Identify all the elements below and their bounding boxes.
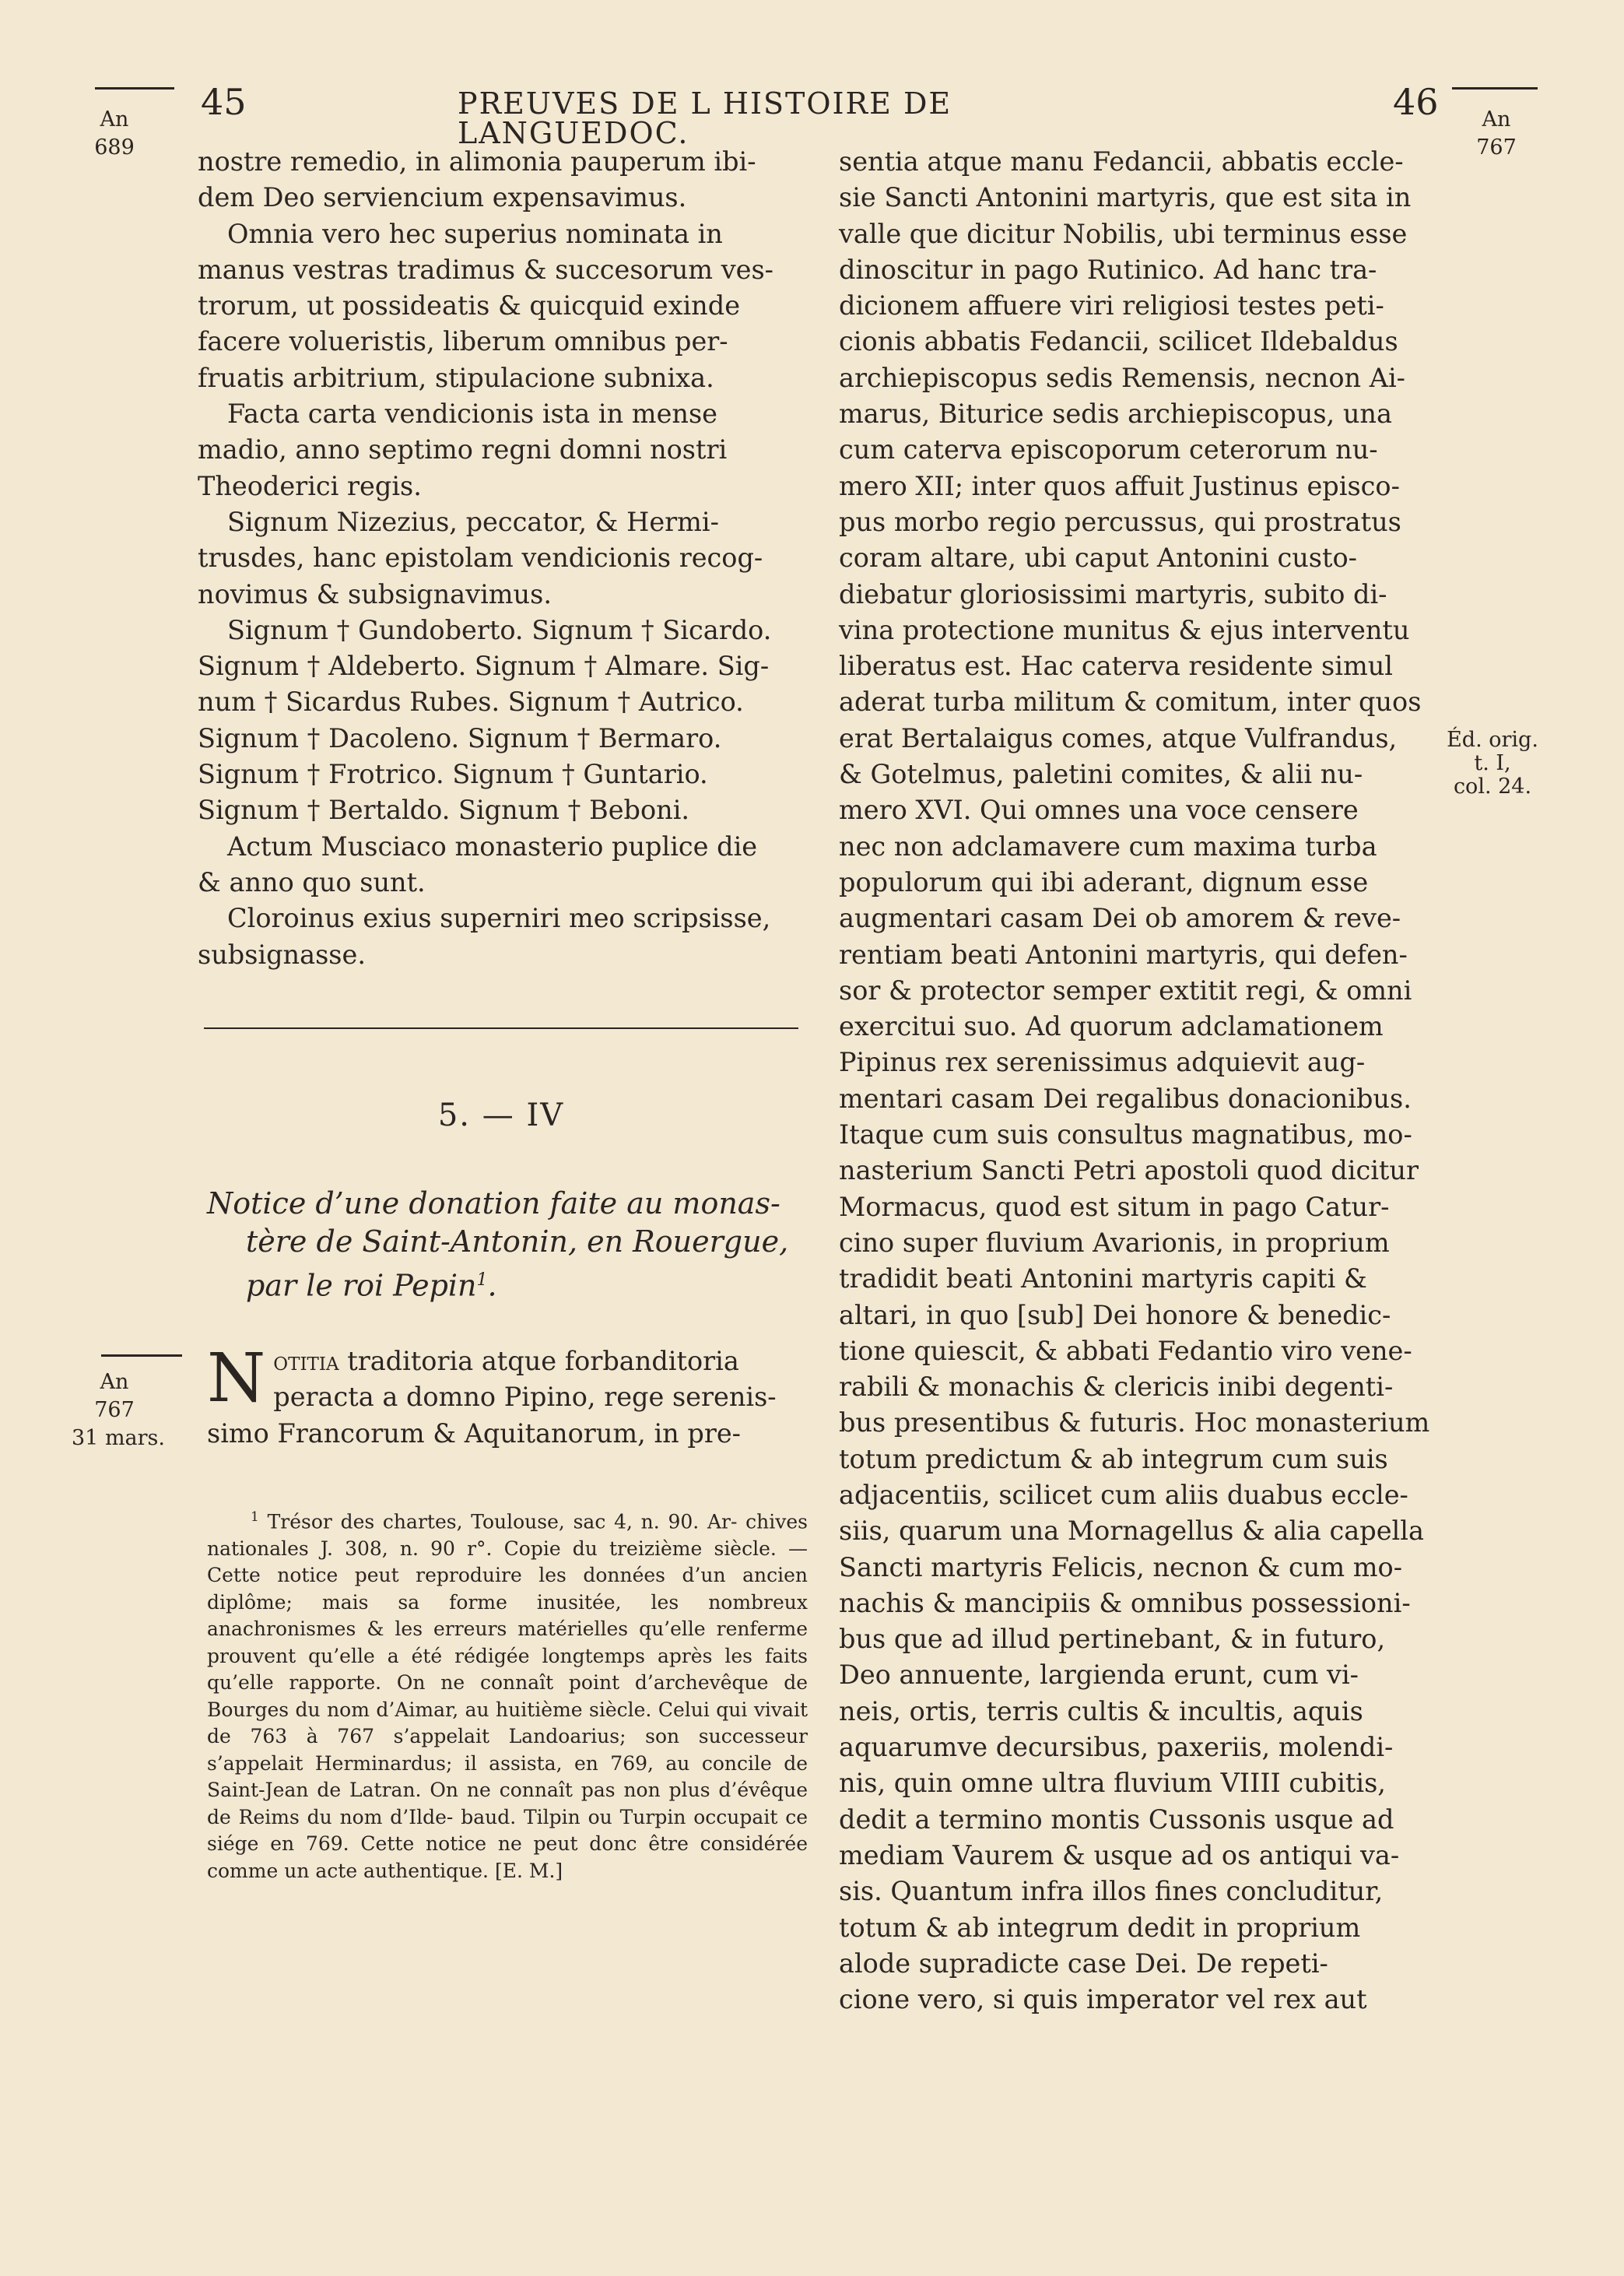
signature-line: num † Sicardus Rubes. Signum † Autrico. [198,687,744,718]
right-column [839,144,1440,2018]
text-line: mero XII; inter quos affuit Justinus episco- [839,470,1400,501]
text-line: coram altare, ubi caput Antonini custo- [839,543,1357,574]
signature-line: Signum † Aldeberto. Signum † Almare. Sig- [198,651,770,682]
paragraph-actum [198,829,801,901]
paragraph-remedio [198,144,801,216]
text-line: dem Deo serviencium expensavimus. [198,182,687,213]
text-line: nis, quin omne ultra fluvium VIIII cubitis, [839,1768,1386,1799]
margin-year-top-right [1469,106,1524,162]
footnote-body [207,1504,808,1884]
footnote-line: qu’elle renferme prouvent qu’elle a été rédigée [207,1617,808,1667]
footnote-line: 763 à 767 s’appelait Landoarius; son successeur [250,1725,808,1748]
text-line: cum caterva episcoporum ceterorum nu- [839,434,1378,465]
text-line: archiepiscopus sedis Remensis, necnon Ai- [839,362,1405,393]
margin-year-value: 767 [1476,135,1517,160]
text-line: pus morbo regio percussus, qui prostratus [839,506,1401,537]
text-line: sis. Quantum infra illos fines concluditur, [839,1876,1384,1907]
text-line: totum & ab integrum dedit in proprium [839,1912,1361,1943]
footnote-line: un acte authentique. [E. M.] [284,1859,563,1882]
text-line: Mormacus, quod est situm in pago Catur- [839,1191,1390,1222]
section-title [207,1185,806,1305]
text-line: neis, ortis, terris cultis & incultis, aquis [839,1695,1363,1726]
paragraph-cloroinus [198,901,801,973]
margin-year-top-left [87,106,142,162]
text-line: erat Bertalaigus comes, atque Vulfrandus, [839,722,1398,753]
text-line: traditoria atque forbanditoria [347,1346,739,1376]
text-line: mentari casam Dei regalibus donacionibus. [839,1083,1412,1114]
text-line: trusdes, hanc epistolam vendicionis recog- [198,543,763,574]
text-line: madio, anno septimo regni domni nostri [198,434,728,465]
right-page-number: 46 [1393,81,1439,123]
footnote-line: d’Aimar, au huitième siècle. Celui qui vivait de [207,1698,808,1748]
section-divider [204,1027,798,1029]
left-page-number: 45 [201,81,247,123]
text-line: nec non adclamavere cum maxima turba [839,831,1377,862]
text-line: trorum, ut possideatis & quicquid exinde [198,290,741,321]
text-line: cione vero, si quis imperator vel rex aut [839,1984,1367,2015]
text-line: sentia atque manu Fedancii, abbatis eccle- [839,146,1404,177]
text-line: bus presentibus & futuris. Hoc monasterium [839,1407,1430,1438]
text-line: tradidit beati Antonini martyris capiti & [839,1263,1367,1294]
text-line: Deo annuente, largienda erunt, cum vi- [839,1660,1359,1691]
text-line: valle que dicitur Nobilis, ubi terminus esse [839,218,1408,249]
text-line: cino super fluvium Avarionis, in proprium [839,1227,1390,1258]
text-line: siis, quarum una Mornagellus & alia capella [839,1516,1424,1547]
signature-line: Signum † Dacoleno. Signum † Bermaro. [198,722,722,753]
footnote-line: Trésor des chartes, Toulouse, sac 4, n. 90. Ar- [267,1510,738,1533]
text-line: nachis & mancipiis & omnibus possessioni- [839,1587,1411,1618]
text-line: dedit a termino montis Cussonis usque ad [839,1804,1394,1835]
section-number: 5. — IV [437,1098,565,1133]
top-left-rule [95,87,174,90]
text-line: & anno quo sunt. [198,866,426,897]
ed-tome-label: t. I, [1474,751,1511,775]
text-line: Sancti martyris Felicis, necnon & cum mo- [839,1551,1403,1582]
footnote [207,1504,808,1884]
text-line: sie Sancti Antonini martyris, que est sita in [839,182,1412,213]
text-line: rabili & monachis & clericis inibi degenti- [839,1372,1394,1403]
text-line: mero XVI. Qui omnes una voce censere [839,795,1359,826]
paragraph-facta [198,396,801,504]
text-line: mediam Vaurem & usque ad os antiqui va- [839,1839,1400,1870]
paragraph-signatures [198,613,801,829]
signature-line: Signum † Bertaldo. Signum † Beboni. [198,795,690,826]
footnote-line: connaît point d’archevêque de Bourges du nom [207,1671,808,1721]
footnote-line: nombreux anachronismes & les erreurs matérielles [207,1590,808,1641]
paragraph-omnia [198,216,801,396]
top-right-rule [1452,87,1538,90]
margin-year-section [72,1368,181,1452]
text-line: Cloroinus exius superniri meo scripsisse, [227,903,771,934]
notice-first-word: otitia [273,1346,339,1376]
notice-paragraph [207,1340,801,1452]
text-line: Itaque cum suis consultus magnatibus, mo- [839,1119,1412,1150]
margin-an-label: An [100,107,129,132]
text-line: facere volueristis, liberum omnibus per- [198,326,728,357]
text-line: totum predictum & ab integrum cum suis [839,1443,1388,1474]
text-line: aderat turba militum & comitum, inter quos [839,687,1422,718]
text-line: Signum Nizezius, peccator, & Hermi- [227,506,719,537]
text-line: diebatur gloriosissimi martyris, subito di- [839,578,1387,609]
footnote-line: baud. Tilpin ou Turpin occupait ce siége en 769. [207,1805,808,1856]
running-header-title: PREUVES DE L HISTOIRE DE LANGUEDOC. [458,86,952,150]
margin-an-label: An [1482,107,1511,132]
ed-orig-label: Éd. orig. [1447,728,1538,752]
section-title-line-last [207,1261,806,1305]
text-line: simo Francorum & Aquitanorum, in pre- [207,1417,741,1449]
text-line: liberatus est. Hac caterva residente simul [839,651,1394,682]
text-line: peracta a domno Pipino, rege serenis- [273,1382,777,1413]
text-line: rentiam beati Antonini martyris, qui defen- [839,939,1408,970]
text-line: nasterium Sancti Petri apostoli quod dicitur [839,1155,1419,1186]
signature-line: Signum † Frotrico. Signum † Guntario. [198,759,708,790]
text-line: adjacentiis, scilicet cum aliis duabus eccle- [839,1479,1408,1510]
text-line: novimus & subsignavimus. [198,578,552,609]
text-line: Theoderici regis. [198,470,422,501]
text-line: Facta carta vendicionis ista in mense [227,399,717,430]
text-line: cionis abbatis Fedancii, scilicet Ildebaldus [839,326,1398,357]
text-line: marus, Biturice sedis archiepiscopus, una [839,399,1392,430]
text-line: Actum Musciaco monasterio puplice die [227,831,758,862]
section-margin-rule [101,1354,182,1357]
paragraph-signum-nizezius [198,504,801,613]
text-line: augmentari casam Dei ob amorem & reve- [839,903,1401,934]
section-title-line: tère de Saint-Antonin, en Rouergue, [246,1224,789,1259]
text-line: nostre remedio, in alimonia pauperum ibi- [198,146,756,177]
margin-year-value: 689 [94,135,135,160]
footnote-marker: 1 [251,1509,259,1525]
text-line: exercitui suo. Ad quorum adclamationem [839,1011,1384,1042]
section-title-text: par le roi Pepin [246,1268,477,1303]
text-line: fruatis arbitrium, stipulacione subnixa. [198,362,714,393]
text-line: Omnia vero hec superius nominata in [227,218,723,249]
margin-year-value: 767 [94,1398,135,1422]
text-line: bus que ad illud pertinebant, & in futuro, [839,1624,1386,1655]
text-line: sor & protector semper extitit regi, & omni [839,975,1412,1006]
margin-date-value: 31 mars. [72,1426,165,1450]
text-line: manus vestras tradimus & succesorum ves- [198,254,773,285]
text-line: dicionem affuere viri religiosi testes peti- [839,290,1384,321]
footnote-line: siècle. — Cette notice peut reproduire les données [207,1537,808,1587]
text-line: populorum qui ibi aderant, dignum esse [839,866,1369,897]
footnote-line: d’un ancien diplôme; mais sa forme inusitée, les [207,1564,808,1614]
signature-line: Signum † Gundoberto. Signum † Sicardo. [227,614,772,645]
footnote-line: pas non plus d’évêque de Reims du nom d’Ilde- [207,1779,808,1828]
footnote-line: chives nationales J. 308, n. 90 r°. Copie du treizième [207,1510,808,1560]
section-title-period: . [487,1268,497,1303]
text-line: tione quiescit, & abbati Fedantio viro vene- [839,1335,1412,1366]
margin-ed-orig [1446,729,1539,799]
footnote-line: concile de Saint-Jean de Latran. On ne connaît [207,1751,808,1802]
text-line: aquarumve decursibus, paxeriis, molendi- [839,1732,1394,1763]
left-column [198,144,801,973]
margin-an-label: An [100,1370,129,1394]
footnote-line: s’appelait Herminardus; il assista, en 769, au [207,1751,690,1775]
footnote-line: longtemps après les faits qu’elle rapporte. On ne [207,1644,808,1695]
drop-cap: N [207,1340,266,1417]
footnote-ref: 1 [476,1270,488,1290]
text-line: subsignasse. [198,939,366,970]
ed-col-label: col. 24. [1453,774,1532,799]
text-line: vina protectione munitus & ejus interventu [839,614,1410,645]
text-line: altari, in quo [sub] Dei honore & benedic- [839,1299,1391,1330]
footnote-line: Cette notice ne peut donc être considérée comme [207,1832,808,1882]
text-line: dinoscitur in pago Rutinico. Ad hanc tra- [839,254,1377,285]
section-title-line: Notice d’une donation faite au monas- [207,1186,780,1221]
text-line: Pipinus rex serenissimus adquievit aug- [839,1047,1366,1078]
text-line: & Gotelmus, paletini comites, & alii nu- [839,759,1363,790]
text-line: alode supradicte case Dei. De repeti- [839,1948,1328,1979]
